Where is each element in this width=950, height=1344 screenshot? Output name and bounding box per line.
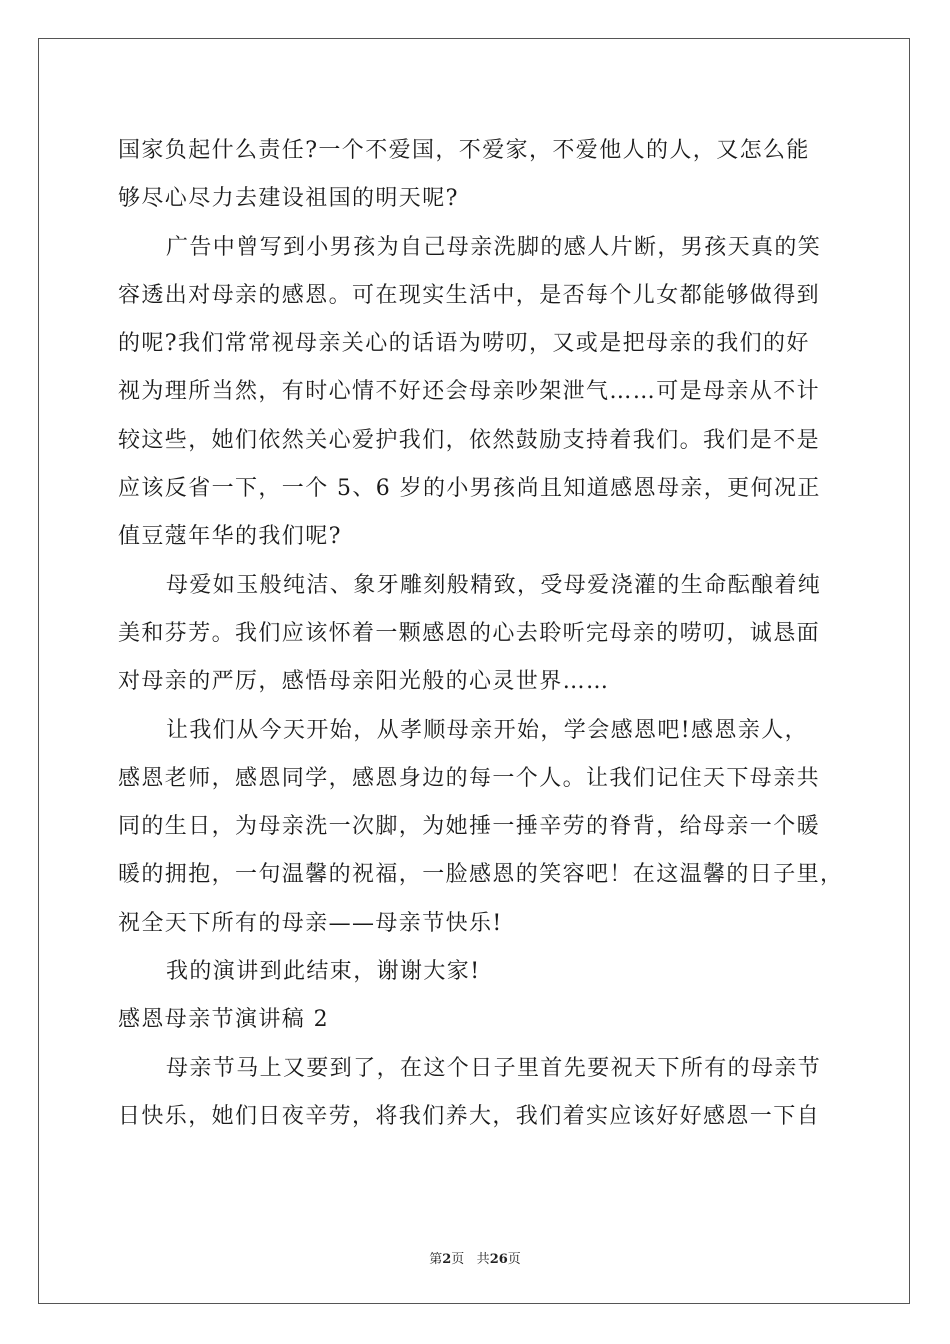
- text-line: 的呢?我们常常视母亲关心的话语为唠叨，又或是把母亲的我们的好: [118, 331, 810, 357]
- text-line: 对母亲的严厉，感悟母亲阳光般的心灵世界……: [118, 669, 610, 695]
- footer-total-prefix: 共: [476, 1252, 490, 1267]
- text-line: 同的生日，为母亲洗一次脚，为她捶一捶辛劳的脊背，给母亲一个暖: [118, 814, 821, 840]
- text-line: 值豆蔻年华的我们呢?: [118, 524, 342, 550]
- text-line: 暖的拥抱，一句温馨的祝福，一脸感恩的笑容吧！在这温馨的日子里，: [118, 862, 844, 888]
- text-line: 国家负起什么责任?一个不爱国，不爱家，不爱他人的人，又怎么能: [118, 138, 810, 163]
- paragraph-start-line: 广告中曾写到小男孩为自己母亲洗脚的感人片断，男孩天真的笑: [166, 234, 822, 260]
- paragraph-start-line: 母爱如玉般纯洁、象牙雕刻般精致，受母爱浇灌的生命酝酿着纯: [166, 572, 822, 598]
- text-line: 容透出对母亲的感恩。可在现实生活中，是否每个儿女都能够做得到: [118, 282, 821, 308]
- footer-prefix: 第: [429, 1252, 443, 1267]
- footer-page-number: 2: [442, 1252, 452, 1267]
- footer-total-pages: 26: [489, 1252, 508, 1267]
- text-line: 祝全天下所有的母亲——母亲节快乐!: [118, 910, 503, 936]
- document-body: [118, 127, 844, 1141]
- text-line: 较这些，她们依然关心爱护我们，依然鼓励支持着我们。我们是不是: [118, 427, 821, 453]
- footer-total-suffix: 页: [507, 1252, 521, 1267]
- paragraph-start-line: 让我们从今天开始，从孝顺母亲开始，学会感恩吧!感恩亲人，: [166, 717, 809, 743]
- paragraph-start-line: 我的演讲到此结束，谢谢大家!: [166, 959, 481, 985]
- text-line: 够尽心尽力去建设祖国的明天呢?: [118, 186, 459, 212]
- section-heading: 感恩母亲节演讲稿 2: [118, 1007, 329, 1033]
- text-line: 日快乐，她们日夜辛劳，将我们养大，我们着实应该好好感恩一下自: [118, 1103, 821, 1129]
- paragraph-start-line: 母亲节马上又要到了，在这个日子里首先要祝天下所有的母亲节: [166, 1055, 822, 1081]
- footer-page-suffix: 页: [451, 1252, 465, 1267]
- text-line: 美和芬芳。我们应该怀着一颗感恩的心去聆听完母亲的唠叨，诚恳面: [118, 620, 821, 646]
- page-footer: [0, 1248, 950, 1267]
- text-line: 应该反省一下，一个 5、6 岁的小男孩尚且知道感恩母亲，更何况正: [118, 476, 821, 502]
- text-line: 感恩老师，感恩同学，感恩身边的每一个人。让我们记住天下母亲共: [118, 765, 821, 791]
- text-line: 视为理所当然，有时心情不好还会母亲吵架泄气……可是母亲从不计: [118, 379, 821, 405]
